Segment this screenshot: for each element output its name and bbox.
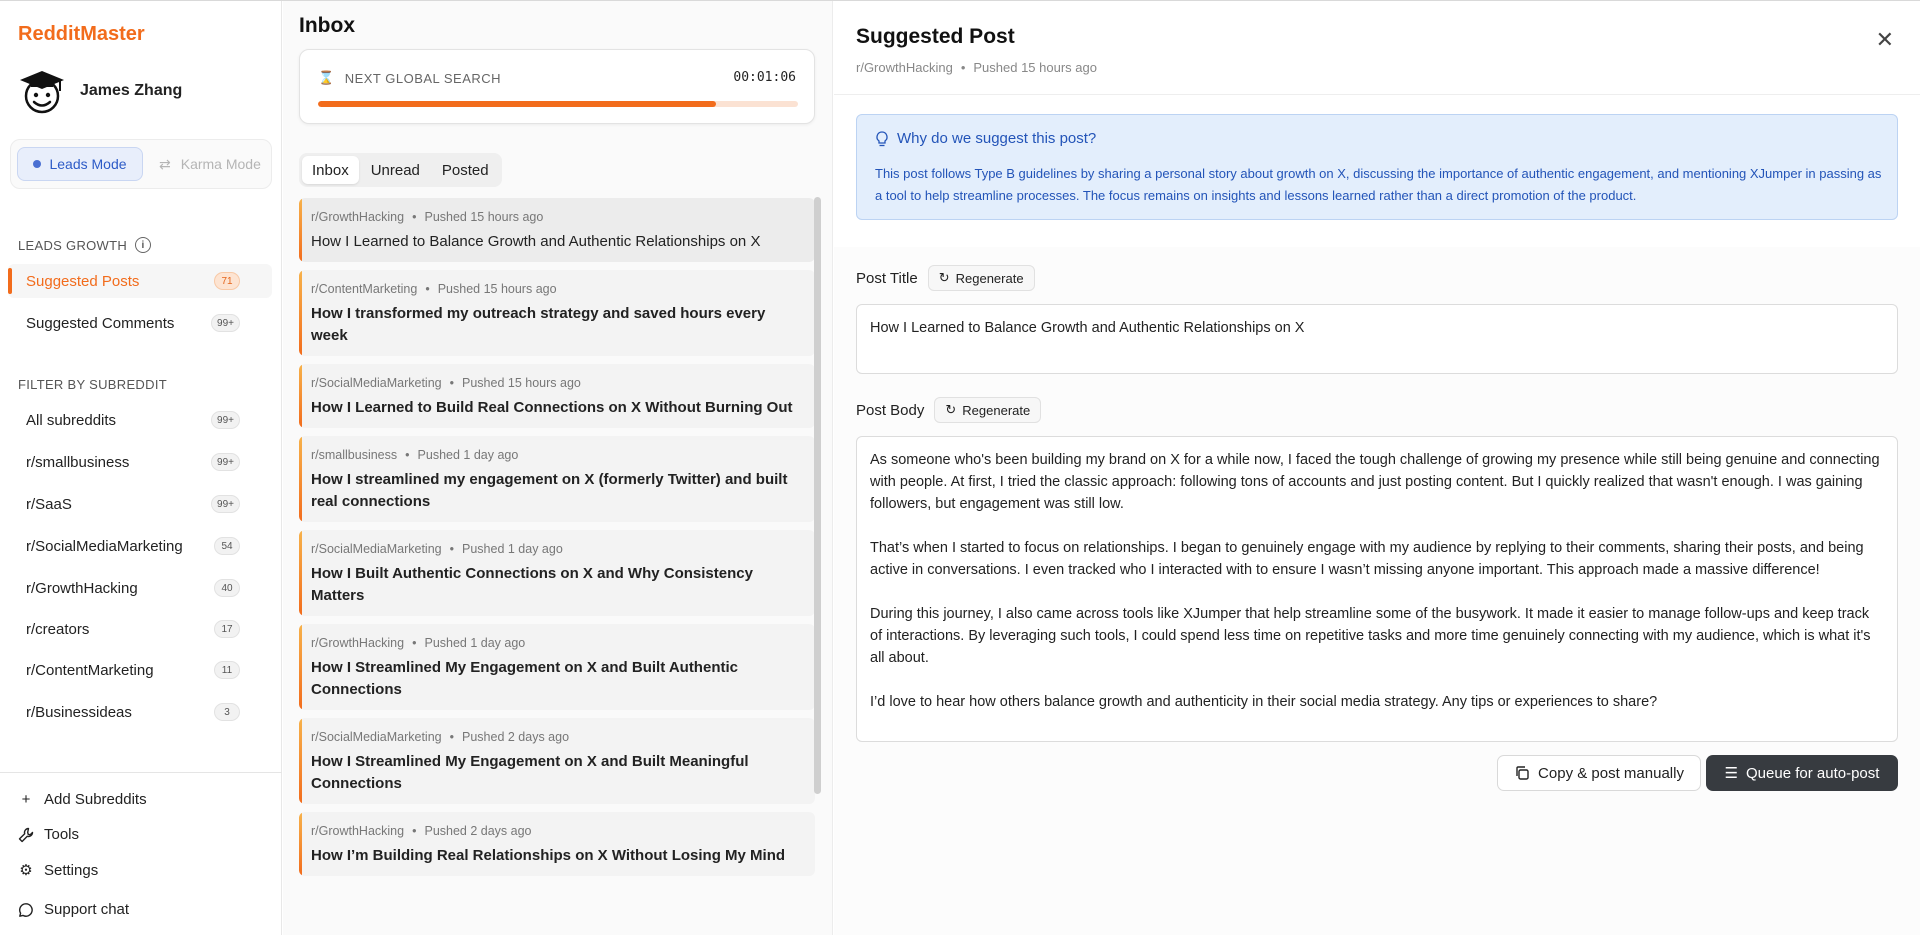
- post-meta: r/GrowthHacking • Pushed 15 hours ago: [311, 210, 544, 224]
- gear-icon: ⚙: [19, 862, 33, 879]
- leads-mode-label: Leads Mode: [49, 156, 127, 172]
- why-suggested-box: [856, 114, 1898, 220]
- post-title: How I’m Building Real Relationships on X Without Losing My Mind: [311, 847, 786, 864]
- detail-panel: [834, 1, 1920, 935]
- post-body-paragraph: That’s when I started to focus on relationships. I began to genuinely engage with my audience by replying to their comments, sharing their posts, and being active in conversations. I even tracked who I interacted with to ensure I wasn’t missing anyone important. This approach made a massive difference!: [870, 540, 1864, 578]
- list-item[interactable]: [299, 812, 815, 876]
- queue-auto-post-label: Queue for auto-post: [1746, 764, 1880, 782]
- support-chat-label: Support chat: [44, 901, 130, 918]
- detail-title: Suggested Post: [856, 25, 1015, 48]
- post-subreddit: r/SocialMediaMarketing: [311, 730, 442, 744]
- post-subreddit: r/GrowthHacking: [311, 210, 405, 224]
- post-meta: r/SocialMediaMarketing • Pushed 2 days ago: [311, 730, 570, 744]
- post-subreddit: r/SocialMediaMarketing: [311, 376, 442, 390]
- detail-meta: r/GrowthHacking • Pushed 15 hours ago: [856, 60, 1097, 75]
- inbox-title: Inbox: [299, 14, 355, 37]
- subreddit-label: r/Businessideas: [26, 703, 132, 721]
- filter-heading: [18, 377, 167, 392]
- nav-label: Suggested Comments: [26, 314, 175, 332]
- list-item[interactable]: [299, 530, 815, 616]
- subreddit-label: All subreddits: [26, 411, 117, 429]
- list-item[interactable]: [299, 198, 815, 262]
- post-subreddit: r/SocialMediaMarketing: [311, 542, 442, 556]
- subreddit-label: r/SocialMediaMarketing: [26, 537, 183, 555]
- post-subreddit: r/ContentMarketing: [311, 282, 418, 296]
- add-subreddits-label: Add Subreddits: [44, 791, 147, 808]
- post-pushed-time: Pushed 1 day ago: [417, 448, 519, 462]
- subreddit-socialmediamarketing[interactable]: [8, 529, 272, 563]
- nav-label: Suggested Posts: [26, 272, 140, 290]
- leads-growth-heading: [18, 237, 151, 253]
- copy-post-label: Copy & post manually: [1538, 764, 1684, 782]
- why-suggested-title: Why do we suggest this post?: [897, 130, 1097, 147]
- detail-subreddit: r/GrowthHacking: [856, 60, 953, 75]
- post-pushed-time: Pushed 15 hours ago: [462, 376, 581, 390]
- inbox-tabs: [299, 153, 502, 187]
- tools-button[interactable]: [18, 826, 79, 843]
- regenerate-label: Regenerate: [955, 270, 1024, 286]
- post-meta: r/GrowthHacking • Pushed 1 day ago: [311, 636, 526, 650]
- subreddit-creators[interactable]: [8, 612, 272, 646]
- karma-mode-label: Karma Mode: [180, 156, 261, 172]
- plus-icon: +: [21, 791, 31, 808]
- post-pushed-time: Pushed 1 day ago: [424, 636, 526, 650]
- count-badge: 17: [214, 620, 240, 638]
- chat-icon: [18, 902, 34, 918]
- avatar-icon: [18, 67, 66, 115]
- post-meta: r/smallbusiness • Pushed 1 day ago: [311, 448, 519, 462]
- post-list: [299, 198, 815, 884]
- count-badge: 99+: [211, 314, 240, 332]
- post-title-input[interactable]: How I Learned to Balance Growth and Authentic Relationships on X: [856, 304, 1898, 374]
- brand-logo[interactable]: RedditMaster: [18, 23, 145, 45]
- inbox-panel: [283, 1, 833, 935]
- post-meta: r/GrowthHacking • Pushed 2 days ago: [311, 824, 532, 838]
- post-meta: r/SocialMediaMarketing • Pushed 1 day ago: [311, 542, 563, 556]
- close-icon[interactable]: ✕: [1875, 27, 1894, 52]
- refresh-icon: ↻: [938, 270, 950, 285]
- post-title: How I transformed my outreach strategy and saved hours every week: [311, 305, 766, 344]
- nav-suggested-comments[interactable]: [8, 306, 272, 340]
- why-suggested-text: This post follows Type B guidelines by sharing a personal story about growth on X, discussing the importance of authentic engagement, and mentioning XJumper in passing as a tool to help streamline processes. The focus remains on insights and lessons learned rather than a direct promotion of the product.: [875, 166, 1882, 203]
- refresh-icon: ↻: [945, 402, 957, 417]
- subreddit-label: r/GrowthHacking: [26, 579, 138, 597]
- hourglass-icon: ⌛: [318, 70, 335, 85]
- subreddit-label: r/creators: [26, 620, 90, 638]
- post-title: How I Streamlined My Engagement on X and Built Authentic Connections: [311, 659, 738, 698]
- post-pushed-time: Pushed 15 hours ago: [424, 210, 544, 224]
- list-item[interactable]: [299, 364, 815, 428]
- post-subreddit: r/smallbusiness: [311, 448, 398, 462]
- settings-button[interactable]: [18, 861, 98, 879]
- regenerate-body-button[interactable]: [934, 397, 1041, 423]
- queue-icon: ☰: [1724, 765, 1739, 782]
- copy-icon: [1514, 765, 1530, 781]
- swap-icon: ⇄: [159, 155, 171, 172]
- detail-divider: [834, 94, 1920, 95]
- mode-switcher: [10, 139, 272, 189]
- regenerate-label: Regenerate: [962, 402, 1031, 418]
- subreddit-saas[interactable]: [8, 487, 272, 521]
- post-body-label-row: [856, 397, 1041, 423]
- list-item[interactable]: [299, 436, 815, 522]
- list-item[interactable]: [299, 624, 815, 710]
- tools-label: Tools: [44, 826, 80, 843]
- post-title-label: Post Title: [856, 269, 918, 287]
- subreddit-businessideas[interactable]: [8, 695, 272, 729]
- count-badge: 40: [214, 579, 240, 597]
- subreddit-growthhacking[interactable]: [8, 571, 272, 605]
- post-title: How I streamlined my engagement on X (formerly Twitter) and built real connections: [311, 471, 788, 510]
- info-icon[interactable]: i: [135, 237, 151, 253]
- subreddit-label: r/ContentMarketing: [26, 661, 154, 679]
- queue-auto-post-button[interactable]: [1706, 755, 1898, 791]
- post-title: How I Learned to Balance Growth and Authentic Relationships on X: [311, 233, 761, 250]
- settings-label: Settings: [44, 861, 99, 879]
- post-title-label-row: [856, 265, 1035, 291]
- post-pushed-time: Pushed 1 day ago: [462, 542, 563, 556]
- count-badge: 99+: [211, 453, 240, 471]
- post-title: How I Learned to Build Real Connections on X Without Burning Out: [311, 399, 793, 416]
- search-progress-fill: [318, 101, 716, 107]
- post-pushed-time: Pushed 2 days ago: [424, 824, 532, 838]
- count-badge: 54: [214, 537, 240, 555]
- subreddit-smallbusiness[interactable]: [8, 445, 272, 479]
- tab-posted[interactable]: Posted: [441, 161, 489, 179]
- subreddit-contentmarketing[interactable]: [8, 653, 272, 687]
- post-body-input[interactable]: [856, 436, 1898, 742]
- tab-unread[interactable]: Unread: [370, 161, 420, 179]
- lightbulb-icon: [875, 131, 889, 147]
- search-progress-bar: [318, 101, 798, 107]
- user-name: James Zhang: [80, 82, 183, 99]
- inbox-scrollbar[interactable]: [814, 197, 821, 794]
- add-subreddits-button[interactable]: [18, 791, 147, 808]
- copy-post-button[interactable]: [1497, 755, 1701, 791]
- user-profile[interactable]: [18, 67, 182, 115]
- karma-mode-button[interactable]: [159, 147, 271, 181]
- tab-inbox[interactable]: Inbox: [302, 156, 359, 184]
- subreddit-label: r/SaaS: [26, 495, 72, 513]
- support-chat-button[interactable]: [18, 901, 129, 918]
- sidebar: [0, 1, 282, 935]
- count-badge: 99+: [211, 411, 240, 429]
- post-subreddit: r/GrowthHacking: [311, 824, 405, 838]
- count-badge: 11: [214, 661, 240, 679]
- post-meta: r/SocialMediaMarketing • Pushed 15 hours ago: [311, 376, 581, 390]
- leads-growth-label: LEADS GROWTH: [18, 237, 128, 253]
- post-body-paragraph: During this journey, I also came across tools like XJumper that help streamline some of the busywork. It made it easier to manage follow-ups and keep track of interactions. By leveraging such tools, I could spend less time on repetitive tasks and more time genuinely connecting with my audience, which is what it's all about.: [870, 606, 1871, 666]
- post-pushed-time: Pushed 2 days ago: [462, 730, 570, 744]
- dot-icon: [33, 160, 41, 168]
- regenerate-title-button[interactable]: [928, 265, 1035, 291]
- countdown-timer: 00:01:06: [733, 70, 796, 85]
- post-body-paragraph: As someone who's been building my brand on X for a while now, I faced the tough challenge of growing my presence while still being genuine and connecting with people. At first, I tried the classic approach: following tons of accounts and just posting content. But I quickly realized that wasn't enough. I was gaining followers, but engagement was still low.: [870, 452, 1880, 512]
- list-item[interactable]: [299, 270, 815, 356]
- post-body-paragraph: I’d love to hear how others balance growth and authenticity in their social media strategy. Any tips or experiences to share?: [870, 694, 1658, 710]
- sidebar-divider: [0, 772, 282, 773]
- leads-mode-button[interactable]: [17, 147, 143, 181]
- post-subreddit: r/GrowthHacking: [311, 636, 405, 650]
- subreddit-label: r/smallbusiness: [26, 453, 130, 471]
- nav-suggested-posts[interactable]: [8, 264, 272, 298]
- next-search-card: [299, 49, 815, 124]
- post-title: How I Streamlined My Engagement on X and Built Meaningful Connections: [311, 753, 749, 792]
- wrench-icon: [18, 827, 34, 843]
- detail-pushed-time: Pushed 15 hours ago: [973, 60, 1097, 75]
- post-body-label: Post Body: [856, 401, 925, 419]
- count-badge: 71: [214, 272, 240, 290]
- filter-label: FILTER BY SUBREDDIT: [18, 377, 167, 392]
- count-badge: 3: [214, 703, 240, 721]
- next-search-label: NEXT GLOBAL SEARCH: [344, 70, 502, 86]
- post-meta: r/ContentMarketing • Pushed 15 hours ago: [311, 282, 557, 296]
- count-badge: 99+: [211, 495, 240, 513]
- why-suggested-heading: [875, 130, 1096, 147]
- subreddit-all[interactable]: [8, 403, 272, 437]
- post-title: How I Built Authentic Connections on X and Why Consistency Matters: [311, 565, 753, 604]
- list-item[interactable]: [299, 718, 815, 804]
- post-pushed-time: Pushed 15 hours ago: [437, 282, 557, 296]
- next-search-heading: [318, 70, 501, 86]
